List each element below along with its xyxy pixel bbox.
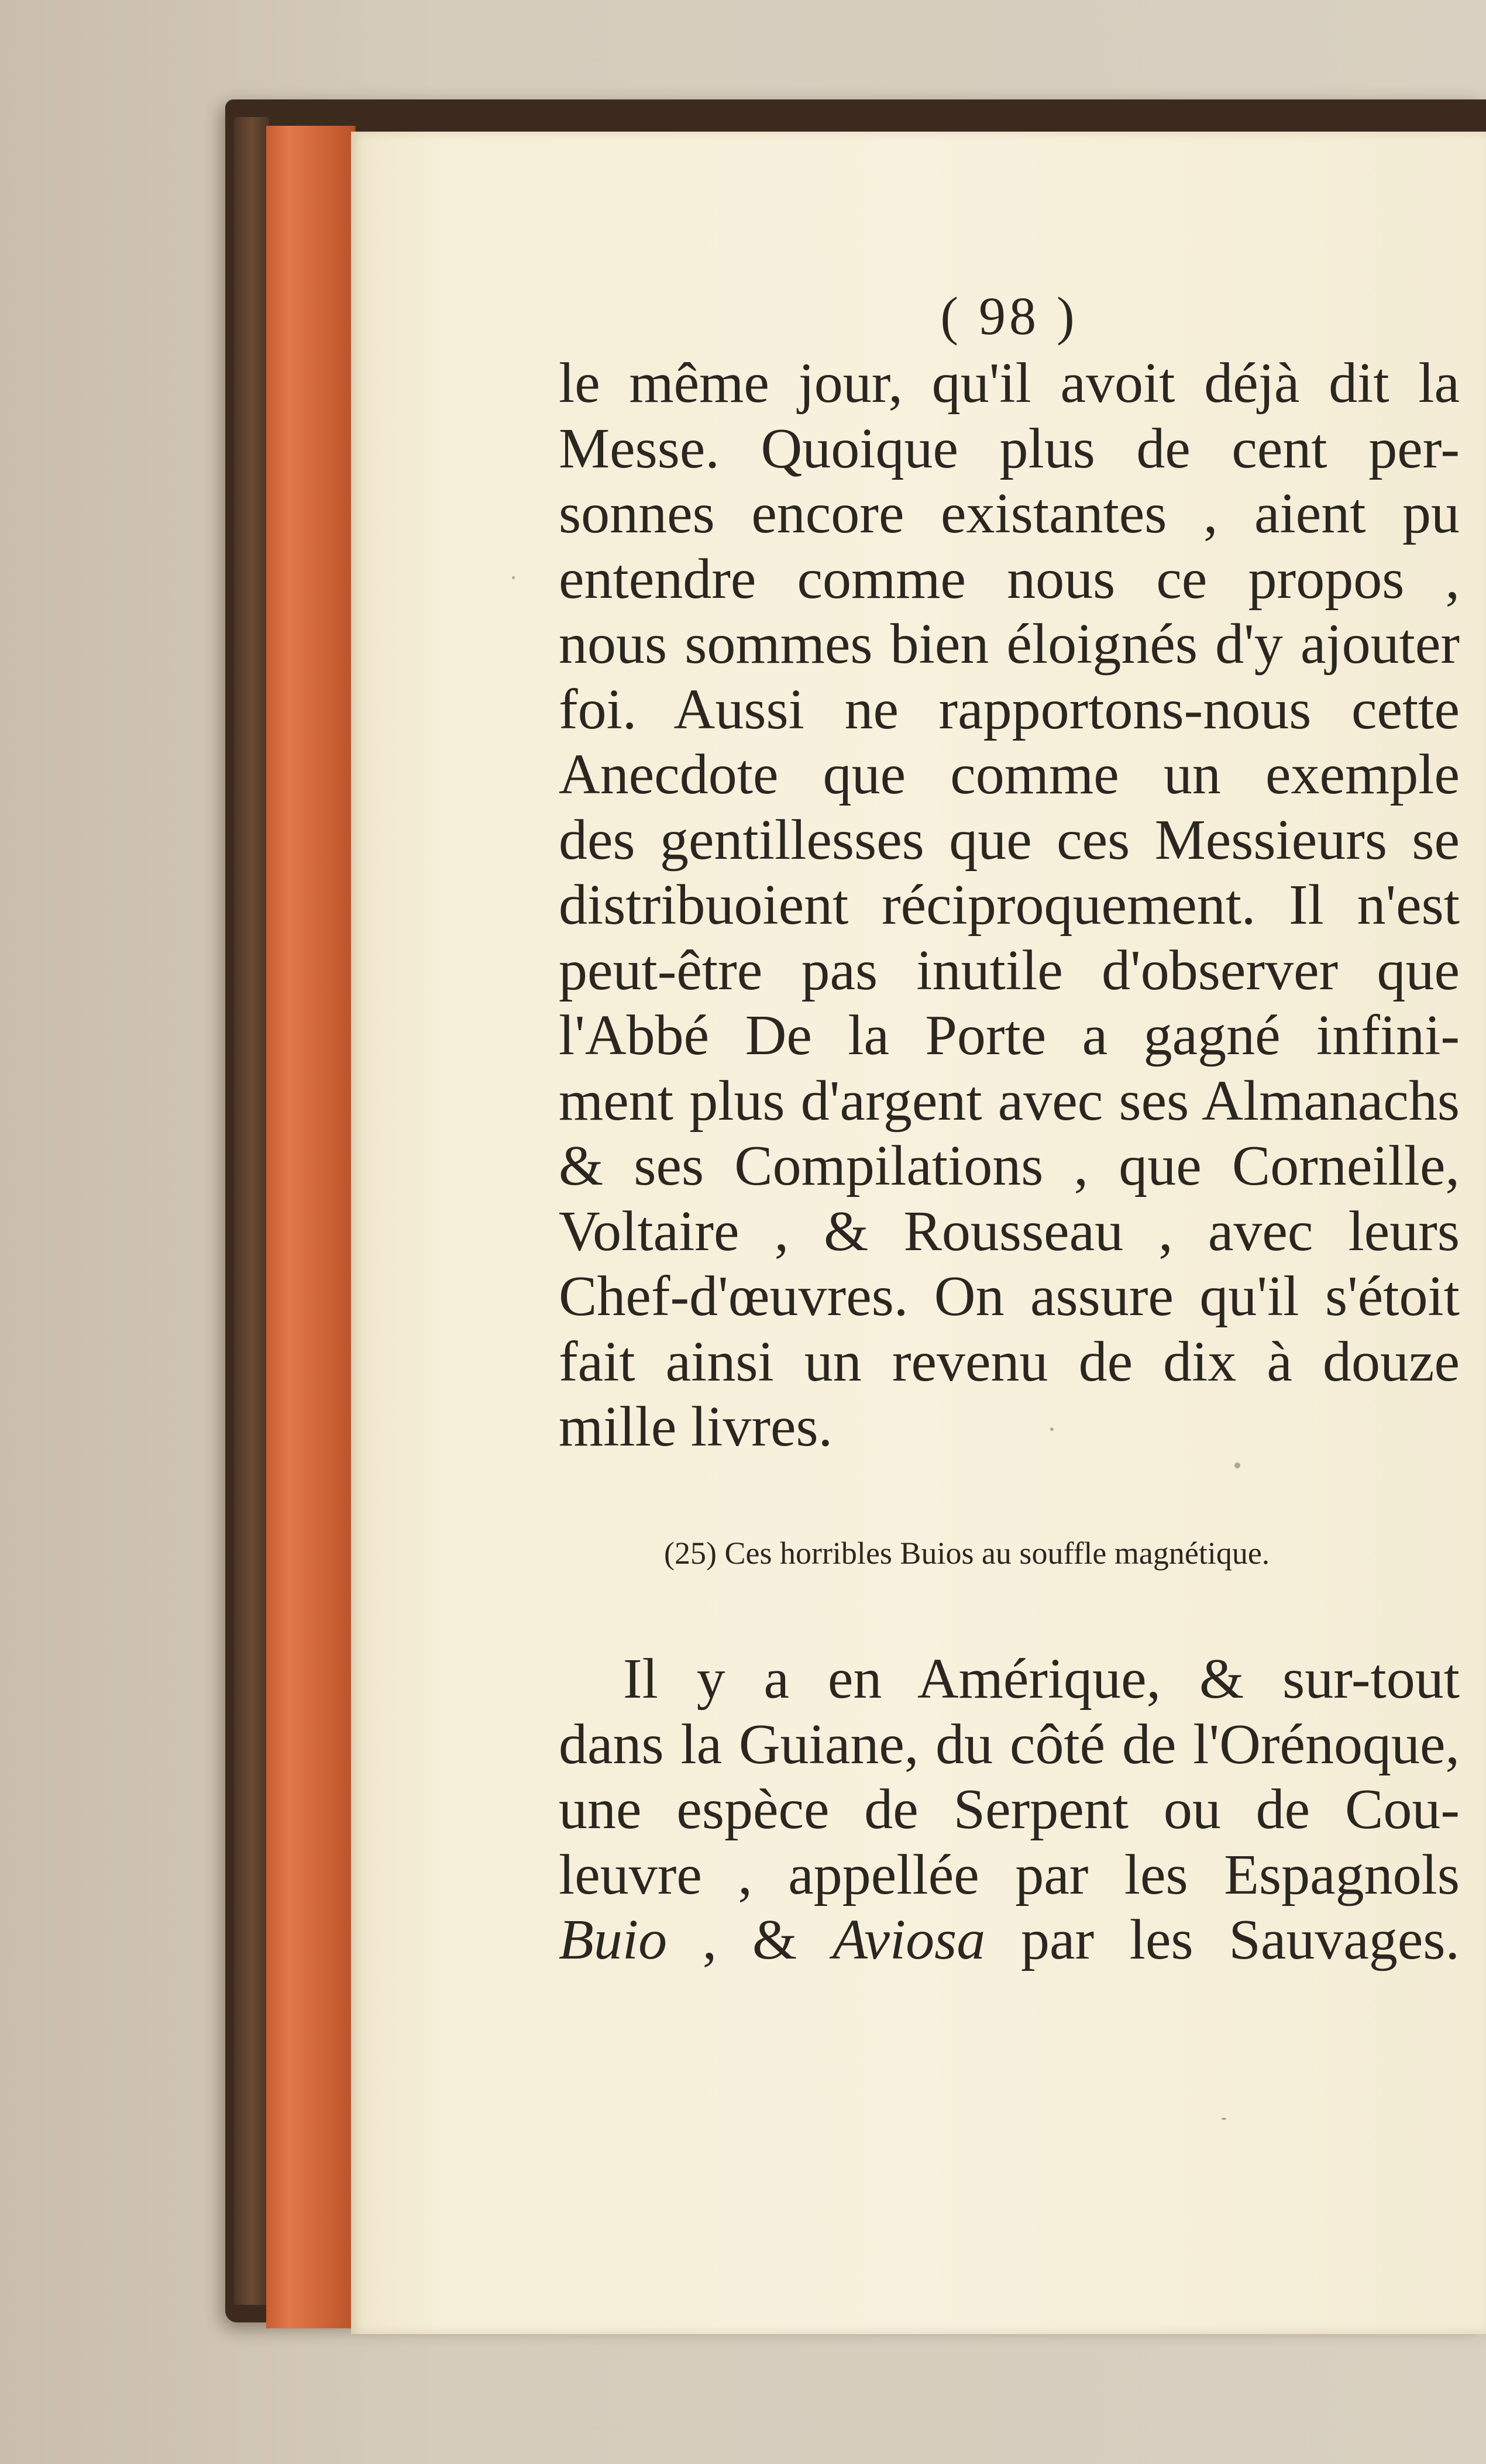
text-line: leuvre , appellée par les Espagnols xyxy=(559,1843,1460,1906)
text-line: Voltaire , & Rousseau , avec leurs xyxy=(559,1199,1460,1263)
book-spine-edge xyxy=(234,117,269,2305)
second-paragraph xyxy=(559,1647,1460,1973)
text-line: fait ainsi un revenu de dix à douze xyxy=(559,1330,1460,1393)
main-paragraph xyxy=(559,351,1460,1460)
text-line: des gentillesses que ces Messieurs se xyxy=(559,808,1460,872)
text-line: Anecdote que comme un exemple xyxy=(559,743,1460,806)
text-line: foi. Aussi ne rapportons-nous cette xyxy=(559,677,1460,741)
footnote-number: (25) xyxy=(664,1536,717,1571)
text-line: Il y a en Amérique, & sur-tout xyxy=(623,1647,1460,1711)
paper-speck xyxy=(1234,1462,1240,1468)
page-edges xyxy=(266,126,356,2328)
text-line: distribuoient réciproquement. Il n'est xyxy=(559,873,1460,937)
paper-speck xyxy=(512,576,515,579)
text-line: nous sommes bien éloignés d'y ajouter xyxy=(559,612,1460,676)
text-line: peut-être pas inutile d'observer que xyxy=(559,938,1460,1002)
text-line: dans la Guiane, du côté de l'Orénoque, xyxy=(559,1712,1460,1776)
separator: , & xyxy=(702,1908,797,1971)
text-line: l'Abbé De la Porte a gagné infini- xyxy=(559,1004,1460,1067)
text-line-last xyxy=(559,1908,1460,1973)
paper-speck xyxy=(1050,1427,1054,1431)
footnote-text: Ces horribles Buios au souffle magnétique. xyxy=(724,1536,1270,1571)
text-line: Chef-d'œuvres. On assure qu'il s'étoit xyxy=(559,1265,1460,1328)
text-line: mille livres. xyxy=(559,1395,833,1458)
footnote xyxy=(664,1536,1366,1571)
text-line: & ses Compilations , que Corneille, xyxy=(559,1134,1460,1197)
text-line: ment plus d'argent avec ses Almanachs xyxy=(559,1069,1460,1133)
text-line: entendre comme nous ce propos , xyxy=(559,547,1460,611)
italic-word-aviosa: Aviosa xyxy=(832,1908,986,1971)
text-line: Messe. Quoique plus de cent per- xyxy=(559,417,1460,480)
line-rest: par les Sauvages. xyxy=(1020,1908,1460,1971)
text-line: sonnes encore existantes , aient pu xyxy=(559,482,1460,545)
text-line: le même jour, qu'il avoit déjà dit la xyxy=(559,352,1460,415)
italic-word-buio: Buio xyxy=(559,1908,668,1971)
text-line: une espèce de Serpent ou de Cou- xyxy=(559,1778,1460,1841)
page-number: ( 98 ) xyxy=(940,286,1078,346)
paper-speck xyxy=(1222,2118,1226,2120)
